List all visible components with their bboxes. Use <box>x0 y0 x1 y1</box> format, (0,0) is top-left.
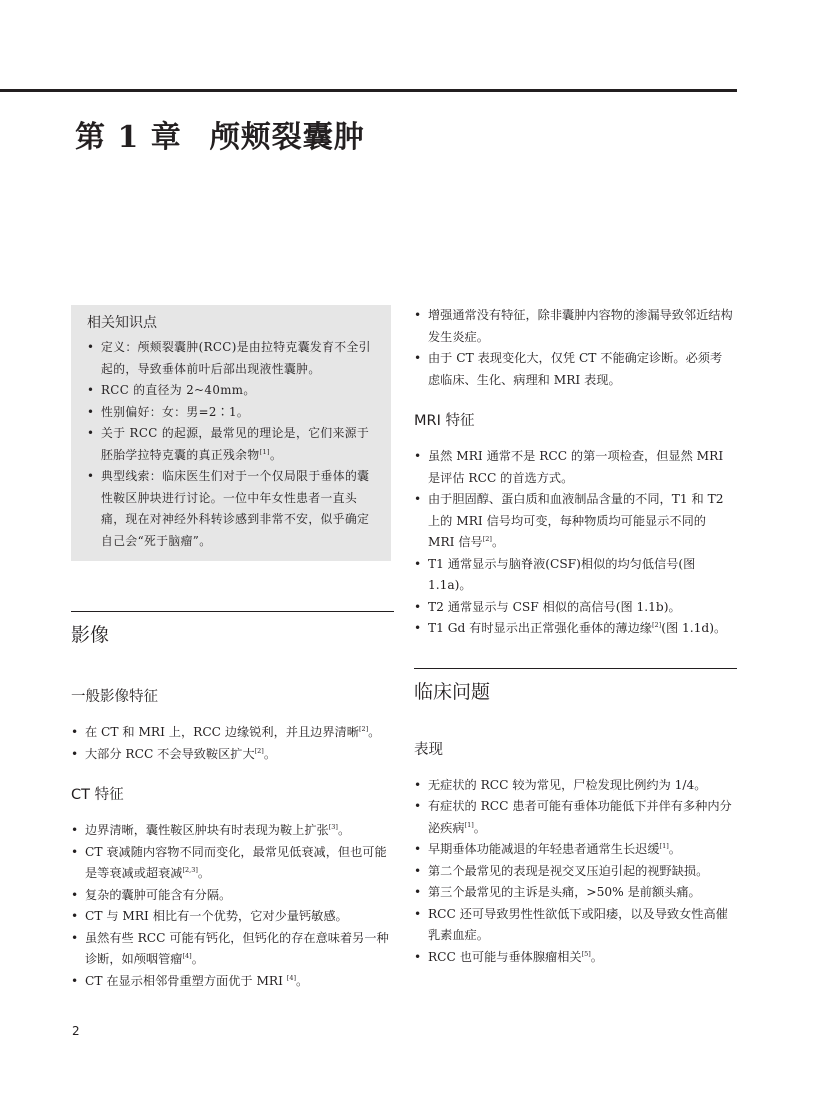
citation-ref: [1] <box>659 841 669 850</box>
citation-ref: [1] <box>259 447 270 456</box>
mri-features-list <box>414 446 734 640</box>
ct-features-title: CT 特征 <box>71 787 124 803</box>
list-item-text: CT 在显示相邻骨重塑方面优于 MRI <box>85 973 287 988</box>
citation-ref: [3] <box>328 822 338 831</box>
list-item-text: 由于 CT 表现变化大，仅凭 CT 不能确定诊断。必须考虑临床、生化、病理和 MRI 表现。 <box>428 351 723 387</box>
imaging-section-title: 影像 <box>71 624 110 646</box>
citation-ref: [4] <box>182 951 192 960</box>
list-item <box>87 423 381 466</box>
list-item-text: 大部分 RCC 不会导致鞍区扩大 <box>85 746 255 761</box>
list-item-text: 增强通常没有特征，除非囊肿内容物的渗漏导致邻近结构发生炎症。 <box>428 308 733 344</box>
list-item-text: 由于胆固醇、蛋白质和血液制品含量的不同，T1 和 T2 上的 MRI 信号均可变，每种物质均可能显示不同的 MRI 信号 <box>428 492 724 549</box>
list-item-suffix: 。 <box>191 952 204 966</box>
list-item-text: 虽然有些 RCC 可能有钙化，但钙化的存在意味着另一种诊断，如颅咽管瘤 <box>85 930 389 966</box>
list-item <box>71 906 391 928</box>
citation-ref: [2] <box>482 534 492 543</box>
list-item-text: 典型线索：临床医生们对于一个仅局限于垂体的囊性鞍区肿块进行讨论。一位中年女性患者一直头痛，现在对神经外科转诊感到非常不安，似乎确定自己会“死于脑瘤”。 <box>101 469 370 548</box>
list-item <box>414 597 734 619</box>
list-item <box>87 466 381 552</box>
list-item-suffix: 。 <box>491 535 505 549</box>
chapter-number: 第 1 章 <box>75 120 182 155</box>
list-item-text: 早期垂体功能减退的年轻患者通常生长迟缓 <box>428 842 660 856</box>
citation-ref: [1] <box>464 820 474 829</box>
chapter-name: 颅颊裂囊肿 <box>209 120 365 155</box>
mri-features-title: MRI 特征 <box>414 413 475 429</box>
clinical-section-title: 临床问题 <box>414 680 491 703</box>
presentation-title: 表现 <box>414 741 443 758</box>
list-item <box>71 885 391 907</box>
list-item <box>414 796 734 839</box>
list-item-text: 定义：颅颊裂囊肿(RCC)是由拉特克囊发育不全引起的，导致垂体前叶后部出现液性囊肿。 <box>101 340 371 376</box>
clinical-section-rule <box>414 668 737 669</box>
list-item-text: 关于 RCC 的起源，最常见的理论是，它们来源于胚胎学拉特克囊的真正残余物 <box>101 426 370 462</box>
list-item-text: 第三个最常见的主诉是头痛，>50% 是前额头痛。 <box>428 885 701 899</box>
list-item-text: 复杂的囊肿可能含有分隔。 <box>85 887 232 902</box>
list-item <box>87 337 381 380</box>
list-item-text: T2 通常显示与 CSF 相似的高信号(图 1.1b)。 <box>428 599 681 614</box>
list-item <box>414 348 734 391</box>
list-item-suffix: (图 1.1d)。 <box>661 621 727 635</box>
list-item-suffix: 。 <box>337 823 351 837</box>
ct-features-list <box>71 820 391 992</box>
list-item <box>71 722 391 744</box>
list-item-text: 虽然 MRI 通常不是 RCC 的第一项检查，但显然 MRI 是评估 RCC 的首选方式。 <box>428 449 724 485</box>
list-item-text: RCC 的直径为 2~40mm。 <box>101 383 256 397</box>
list-item <box>414 446 734 489</box>
citation-ref: [4] <box>286 973 297 982</box>
knowledge-box <box>71 305 391 561</box>
list-item-suffix: 。 <box>269 447 283 462</box>
knowledge-list <box>87 337 381 552</box>
general-imaging-title: 一般影像特征 <box>71 689 158 705</box>
citation-ref: [2] <box>254 746 264 755</box>
list-item <box>414 904 734 947</box>
presentation-list <box>414 775 734 969</box>
list-item-text: 无症状的 RCC 较为常见，尸检发现比例约为 1/4。 <box>428 777 707 792</box>
list-item-text: CT 衰减随内容物不同而变化，最常见低衰减，但也可能是等衰减或超衰减 <box>85 844 387 880</box>
list-item-text: RCC 也可能与垂体腺瘤相关 <box>428 949 582 964</box>
list-item-text: T1 Gd 有时显示出正常强化垂体的薄边缘 <box>428 621 652 635</box>
list-item <box>71 928 391 971</box>
list-item-text: 边界清晰，囊性鞍区肿块有时表现为鞍上扩张 <box>85 823 329 837</box>
list-item <box>414 305 734 348</box>
list-item-text: 在 CT 和 MRI 上，RCC 边缘锐利，并且边界清晰 <box>85 725 359 739</box>
list-item-suffix: 。 <box>296 973 309 988</box>
citation-ref: [2,3] <box>182 865 198 874</box>
page-number: 2 <box>72 1024 80 1038</box>
citation-ref: [2] <box>358 724 369 733</box>
list-item-suffix: 。 <box>263 746 277 761</box>
top-rule <box>0 89 737 92</box>
list-item-text: T1 通常显示与脑脊液(CSF)相似的均匀低信号(图 1.1a)。 <box>428 556 696 592</box>
list-item-text: 性别偏好：女：男=2∶1。 <box>101 404 250 419</box>
chapter-title <box>75 112 365 156</box>
list-item <box>414 882 734 904</box>
general-imaging-list <box>71 722 391 765</box>
list-item-text: RCC 还可导致男性性欲低下或阳痿，以及导致女性高催乳素血症。 <box>428 906 728 942</box>
list-item <box>71 820 391 842</box>
list-item <box>414 775 734 797</box>
right-column <box>414 305 734 968</box>
list-item <box>414 618 734 640</box>
list-item <box>414 489 734 554</box>
list-item-suffix: 。 <box>197 866 211 880</box>
list-item-suffix: 。 <box>590 949 603 964</box>
list-item <box>87 402 381 424</box>
list-item <box>414 861 734 883</box>
list-item <box>414 839 734 861</box>
list-item <box>414 554 734 597</box>
list-item <box>71 971 391 993</box>
list-item <box>414 947 734 969</box>
knowledge-box-title: 相关知识点 <box>87 315 157 331</box>
imaging-section-rule <box>71 611 394 612</box>
citation-ref: [5] <box>581 949 591 958</box>
list-item <box>71 744 391 766</box>
citation-ref: [2] <box>651 620 662 629</box>
list-item-suffix: 。 <box>668 842 681 856</box>
list-item-suffix: 。 <box>368 725 381 739</box>
left-column <box>71 305 391 992</box>
list-item <box>71 842 391 885</box>
list-item <box>87 380 381 402</box>
list-item-text: CT 与 MRI 相比有一个优势，它对少量钙敏感。 <box>85 909 348 923</box>
enhancement-list <box>414 305 734 391</box>
list-item-text: 第二个最常见的表现是视交叉压迫引起的视野缺损。 <box>428 863 709 878</box>
list-item-suffix: 。 <box>473 820 486 835</box>
list-item-text: 有症状的 RCC 患者可能有垂体功能低下并伴有多种内分泌疾病 <box>428 799 732 835</box>
